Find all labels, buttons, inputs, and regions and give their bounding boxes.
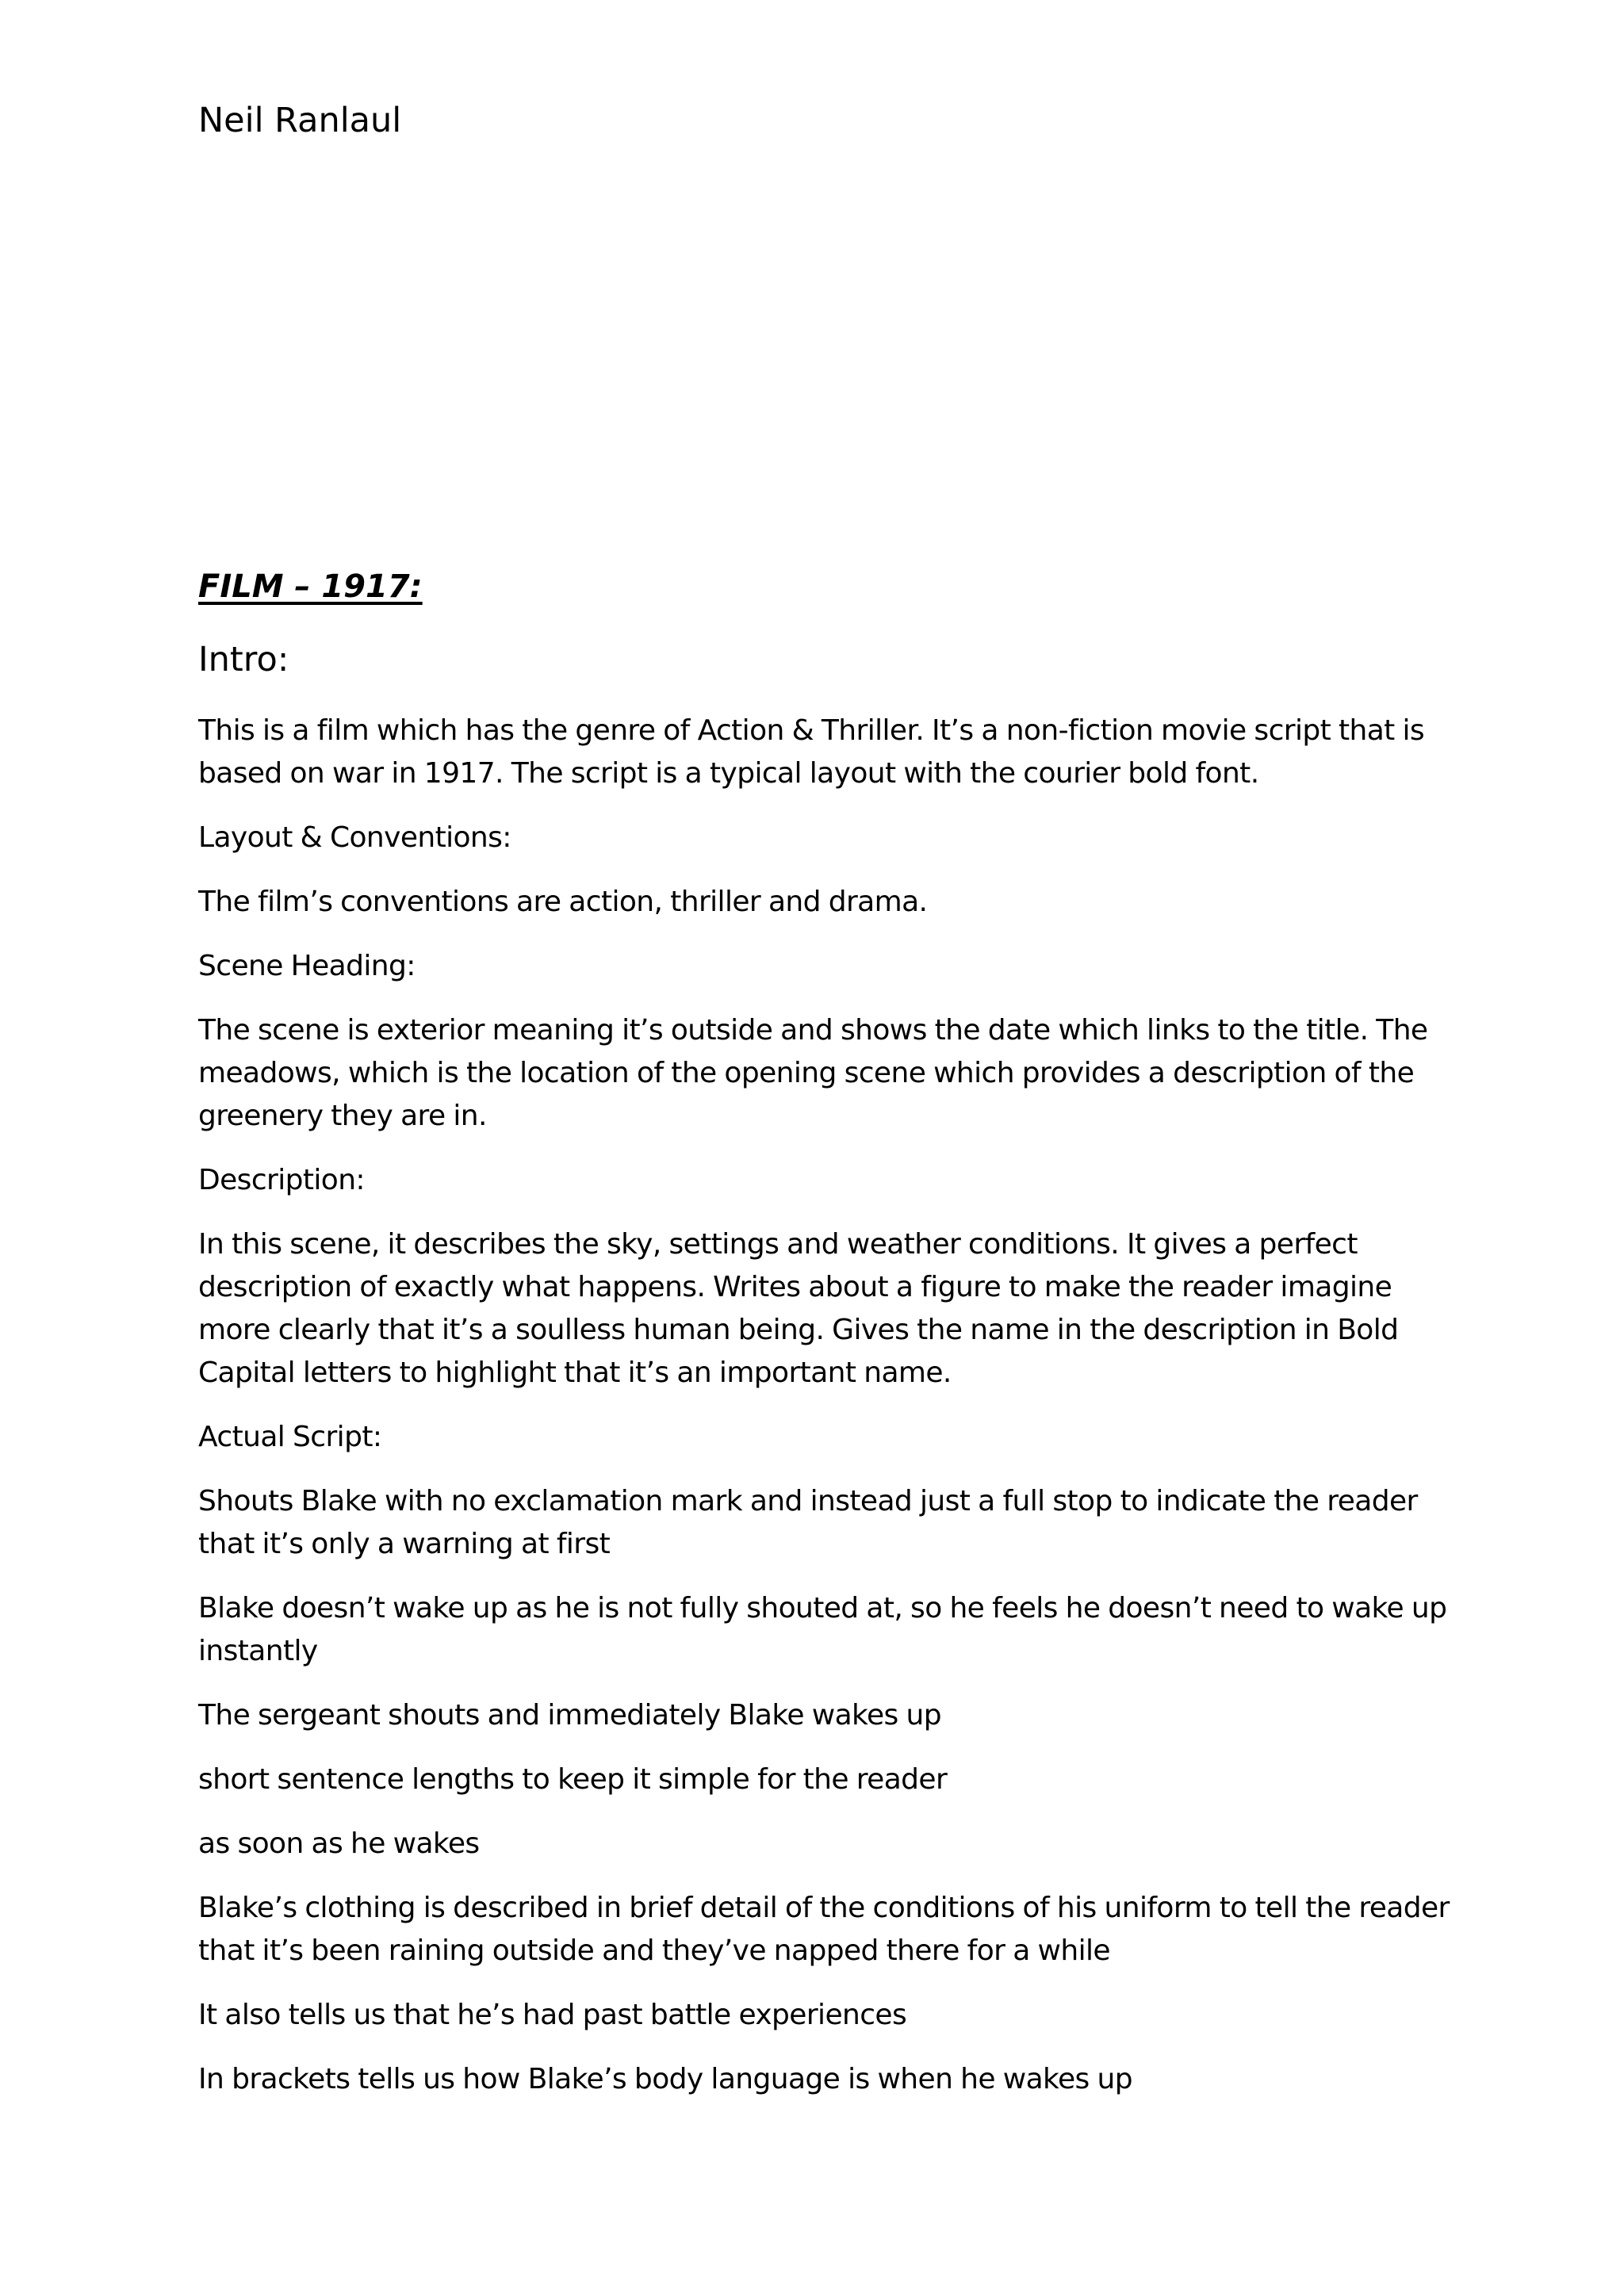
description-paragraph: In this scene, it describes the sky, settings and weather conditions. It gives a perfect description of exactly what happens. Writes about a figure to make the reader imagine more clearly that it’s a soulless human being. Gives the name in the description in Bold Capital letters to highlight that it’s an important name. xyxy=(198,1228,1399,1389)
script-note: Shouts Blake with no exclamation mark and instead just a full stop to indicate the reader that it’s only a warning at first xyxy=(198,1485,1418,1560)
script-note: In brackets tells us how Blake’s body language is when he wakes up xyxy=(198,2063,1133,2095)
section-heading-scene-heading: Scene Heading: xyxy=(198,950,416,982)
intro-heading: Intro: xyxy=(198,640,289,679)
author-name: Neil Ranlaul xyxy=(198,101,402,140)
document-body xyxy=(198,710,1451,2122)
section-heading-layout-conventions: Layout & Conventions: xyxy=(198,821,511,854)
script-note: Blake doesn’t wake up as he is not fully shouted at, so he feels he doesn’t need to wake up instantly xyxy=(198,1592,1447,1667)
section-heading-actual-script: Actual Script: xyxy=(198,1421,382,1453)
section-heading-description: Description: xyxy=(198,1164,365,1196)
scene-heading-paragraph: The scene is exterior meaning it’s outside and shows the date which links to the title. The meadows, which is the location of the opening scene which provides a description of the greenery they are in. xyxy=(198,1014,1428,1132)
intro-paragraph: This is a film which has the genre of Action & Thriller. It’s a non-fiction movie script that is based on war in 1917. The script is a typical layout with the courier bold font. xyxy=(198,714,1425,790)
conventions-paragraph: The film’s conventions are action, thriller and drama. xyxy=(198,886,928,918)
script-note: The sergeant shouts and immediately Blake wakes up xyxy=(198,1699,942,1732)
document-title: FILM – 1917: xyxy=(198,568,423,605)
script-note: short sentence lengths to keep it simple for the reader xyxy=(198,1763,948,1796)
script-note: It also tells us that he’s had past battle experiences xyxy=(198,1999,907,2031)
script-note: Blake’s clothing is described in brief detail of the conditions of his uniform to tell the reader that it’s been raining outside and they’ve napped there for a while xyxy=(198,1892,1450,1967)
script-note: as soon as he wakes xyxy=(198,1827,480,1860)
